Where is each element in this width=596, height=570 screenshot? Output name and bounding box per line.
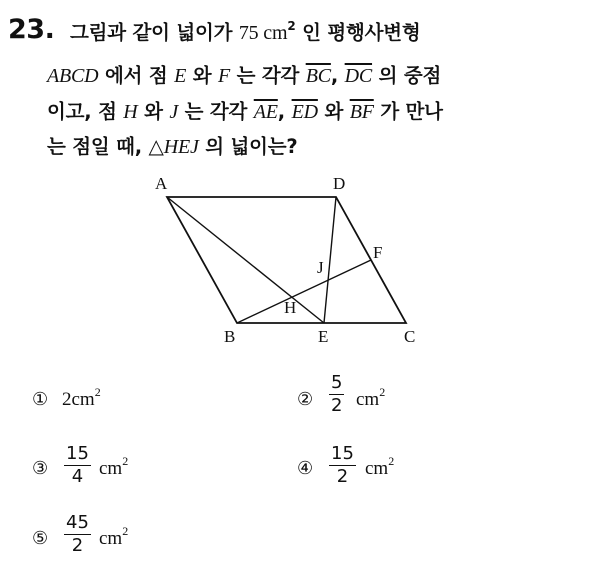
option-marker: ② bbox=[297, 389, 314, 410]
segment-ae-line bbox=[167, 197, 324, 323]
segment-ed-line bbox=[324, 197, 336, 323]
triangle-symbol: △ bbox=[148, 136, 164, 158]
option-fraction: $\frac{45}{2}$ bbox=[66, 512, 89, 556]
question-line-3 bbox=[47, 96, 443, 124]
text: 에서 점 bbox=[98, 64, 175, 87]
text: 그림과 같이 넓이가 bbox=[70, 21, 239, 44]
option-unit: $cm^2$ bbox=[356, 385, 386, 410]
point-h: H bbox=[123, 101, 138, 123]
question-number: 23. bbox=[8, 14, 55, 45]
label-h: H bbox=[284, 298, 297, 317]
text: 는 각각 bbox=[230, 64, 306, 87]
text: 의 넓이는? bbox=[198, 135, 298, 158]
option-unit: $cm^2$ bbox=[365, 454, 395, 479]
text: 와 bbox=[186, 64, 218, 87]
question-line-2 bbox=[47, 60, 441, 88]
question-line-1 bbox=[70, 17, 421, 45]
text: 인 평행사변형 bbox=[295, 21, 421, 44]
parallelogram-name: ABCD bbox=[47, 65, 99, 87]
option-marker: ③ bbox=[32, 458, 49, 479]
text: 의 중점 bbox=[372, 64, 442, 87]
label-b: B bbox=[224, 327, 236, 346]
option-marker: ① bbox=[32, 389, 49, 410]
area-unit: cm bbox=[263, 22, 288, 44]
option-value: $2cm^2$ bbox=[62, 385, 101, 410]
option-unit: $cm^2$ bbox=[99, 454, 129, 479]
label-f: F bbox=[373, 243, 383, 262]
option-marker: ④ bbox=[297, 458, 314, 479]
triangle-name: HEJ bbox=[163, 136, 199, 158]
label-e: E bbox=[318, 327, 329, 346]
segment-ed: $\overline{ED}$ bbox=[291, 101, 318, 123]
label-a: A bbox=[155, 174, 168, 193]
question-line-4 bbox=[47, 131, 298, 159]
area-exponent: 2 bbox=[287, 19, 296, 33]
label-d: D bbox=[333, 174, 346, 193]
point-f: F bbox=[217, 65, 230, 87]
text: , bbox=[330, 64, 345, 87]
label-j: J bbox=[317, 258, 324, 277]
option-fraction: $\frac{5}{2}$ bbox=[331, 372, 343, 416]
text: 와 bbox=[317, 100, 350, 123]
option-unit: $cm^2$ bbox=[99, 524, 129, 549]
option-marker: ⑤ bbox=[32, 528, 49, 549]
text: 는 각각 bbox=[178, 100, 254, 123]
text: 는 점일 때, bbox=[47, 135, 149, 158]
point-j: J bbox=[169, 101, 179, 123]
text: 와 bbox=[137, 100, 170, 123]
text: 가 만나 bbox=[373, 100, 443, 123]
segment-bf: $\overline{BF}$ bbox=[349, 101, 374, 123]
text: , bbox=[277, 100, 292, 123]
area-value: 75 bbox=[238, 22, 259, 44]
point-e: E bbox=[174, 65, 187, 87]
option-fraction: $\frac{15}{4}$ bbox=[66, 443, 89, 487]
segment-ae: $\overline{AE}$ bbox=[253, 101, 278, 123]
parallelogram-figure bbox=[140, 170, 440, 350]
option-fraction: $\frac{15}{2}$ bbox=[331, 443, 354, 487]
text: 이고, 점 bbox=[47, 100, 124, 123]
segment-dc: $\overline{DC}$ bbox=[344, 65, 373, 87]
segment-bc: $\overline{BC}$ bbox=[305, 65, 331, 87]
label-c: C bbox=[404, 327, 416, 346]
